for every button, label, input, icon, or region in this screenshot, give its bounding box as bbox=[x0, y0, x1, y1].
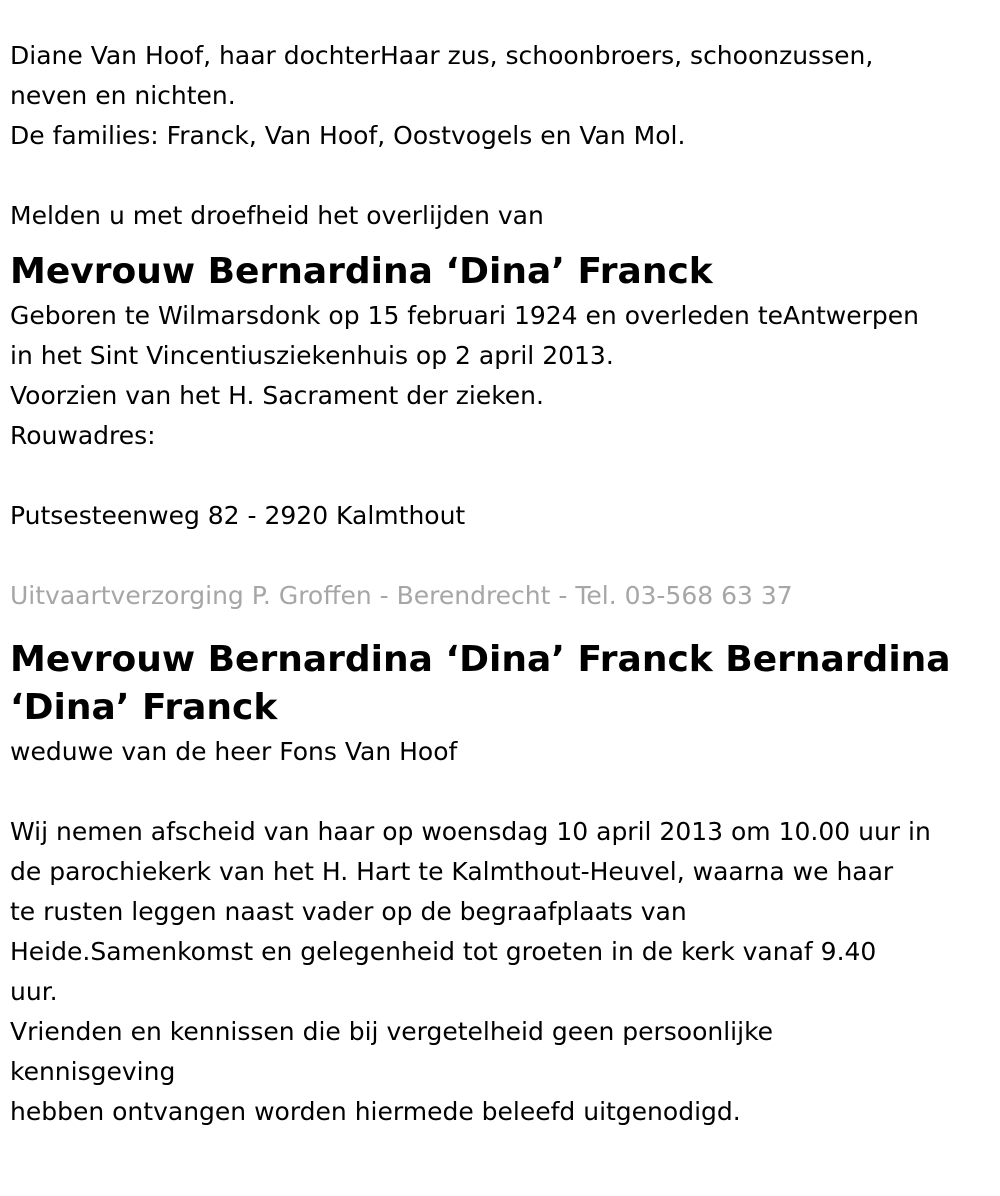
funeral-home-text: Uitvaartverzorging P. Groffen - Berendrecht - Tel. 03-568 63 37 bbox=[10, 581, 793, 610]
mourning-address: Putsesteenweg 82 - 2920 Kalmthout bbox=[10, 501, 466, 530]
announcement-text: Melden u met droefheid het overlijden van bbox=[10, 201, 544, 230]
ceremony-line: Vrienden en kennissen die bij vergetelheid geen persoonlijke bbox=[10, 1017, 774, 1046]
intro-line: Diane Van Hoof, haar dochterHaar zus, schoonbroers, schoonzussen, bbox=[10, 41, 874, 70]
spacer bbox=[10, 456, 990, 496]
ceremony-line: kennisgeving bbox=[10, 1057, 176, 1086]
birth-line: Geboren te Wilmarsdonk op 15 februari 1924 en overleden teAntwerpen bbox=[10, 301, 919, 330]
widow-text: weduwe van de heer Fons Van Hoof bbox=[10, 737, 458, 766]
ceremony-line: hebben ontvangen worden hiermede beleefd uitgenodigd. bbox=[10, 1097, 741, 1126]
ceremony-line: te rusten leggen naast vader op de begraafplaats van bbox=[10, 897, 687, 926]
second-heading-line: Mevrouw Bernardina ‘Dina’ Franck Bernardina bbox=[10, 639, 951, 680]
birth-death-paragraph bbox=[10, 296, 990, 456]
ceremony-paragraph bbox=[10, 812, 990, 1132]
deceased-name-heading: Mevrouw Bernardina ‘Dina’ Franck bbox=[10, 251, 713, 292]
spacer bbox=[10, 156, 990, 196]
ceremony-line: uur. bbox=[10, 977, 58, 1006]
ceremony-line: de parochiekerk van het H. Hart te Kalmthout-Heuvel, waarna we haar bbox=[10, 857, 894, 886]
second-name-heading bbox=[10, 636, 990, 732]
intro-line: De families: Franck, Van Hoof, Oostvogels en Van Mol. bbox=[10, 121, 686, 150]
spacer bbox=[10, 616, 990, 636]
second-heading-line: ‘Dina’ Franck bbox=[10, 687, 278, 728]
birth-line: in het Sint Vincentiusziekenhuis op 2 april 2013. bbox=[10, 341, 614, 370]
intro-line: neven en nichten. bbox=[10, 81, 236, 110]
spacer bbox=[10, 536, 990, 576]
birth-line: Rouwadres: bbox=[10, 421, 156, 450]
birth-line: Voorzien van het H. Sacrament der zieken. bbox=[10, 381, 544, 410]
ceremony-line: Wij nemen afscheid van haar op woensdag 10 april 2013 om 10.00 uur in bbox=[10, 817, 931, 846]
intro-paragraph bbox=[10, 36, 990, 156]
spacer bbox=[10, 772, 990, 812]
ceremony-line: Heide.Samenkomst en gelegenheid tot groeten in de kerk vanaf 9.40 bbox=[10, 937, 877, 966]
